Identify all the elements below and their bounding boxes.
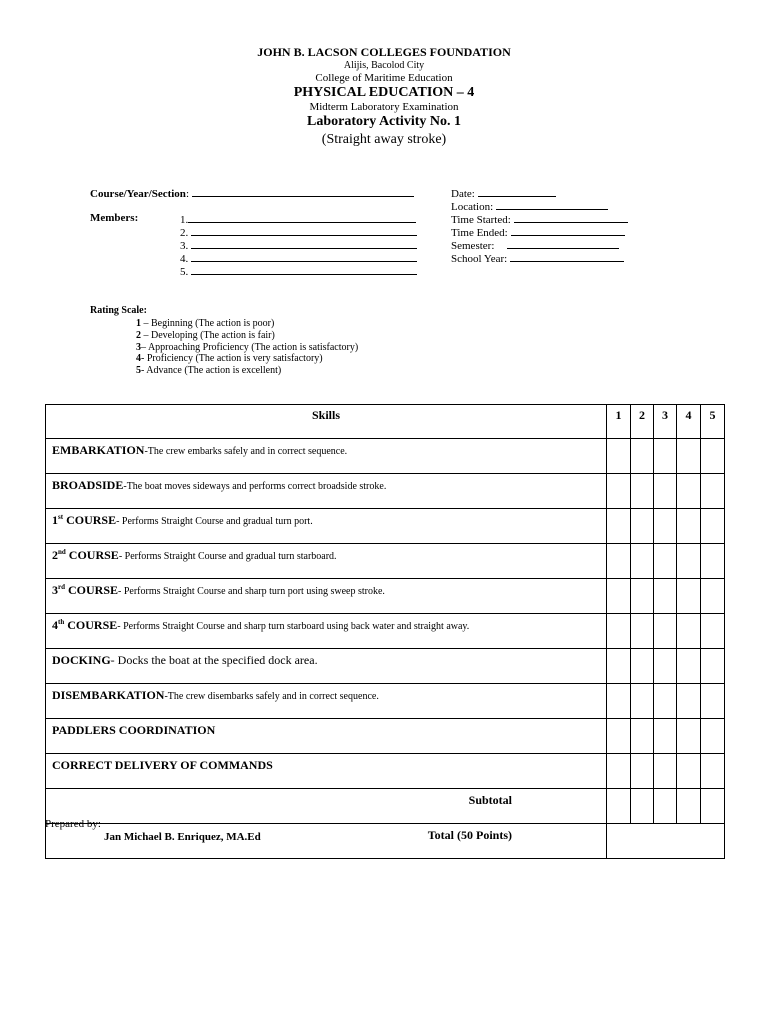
rating-item: 5- Advance (The action is excellent) <box>136 365 282 376</box>
member-blank[interactable] <box>188 212 416 223</box>
score-cell[interactable] <box>654 789 677 824</box>
score-cell[interactable] <box>654 474 677 509</box>
score-cell[interactable] <box>631 754 654 789</box>
table-row <box>46 579 725 614</box>
member-blank[interactable] <box>191 225 417 236</box>
skill-cell: DOCKING- Docks the boat at the specified dock area. <box>46 649 607 684</box>
score-header: 3 <box>654 405 677 439</box>
score-cell[interactable] <box>607 579 631 614</box>
table-row <box>46 474 725 509</box>
score-cell[interactable] <box>701 474 725 509</box>
table-row <box>46 649 725 684</box>
skill-cell: EMBARKATION-The crew embarks safely and in correct sequence. <box>46 439 607 474</box>
course-blank[interactable] <box>192 186 414 197</box>
score-cell[interactable] <box>607 614 631 649</box>
score-cell[interactable] <box>677 439 701 474</box>
score-cell[interactable] <box>654 579 677 614</box>
score-cell[interactable] <box>631 579 654 614</box>
member-line <box>180 212 416 226</box>
score-cell[interactable] <box>607 789 631 824</box>
skill-cell: PADDLERS COORDINATION <box>46 719 607 754</box>
table-row <box>46 544 725 579</box>
table-row <box>46 439 725 474</box>
score-cell[interactable] <box>701 579 725 614</box>
score-header: 5 <box>701 405 725 439</box>
time-started-blank[interactable] <box>514 212 628 223</box>
time-ended-field: Time Ended: <box>451 225 625 239</box>
score-cell[interactable] <box>677 649 701 684</box>
score-cell[interactable] <box>631 649 654 684</box>
score-cell[interactable] <box>701 684 725 719</box>
score-cell[interactable] <box>677 684 701 719</box>
table-row <box>46 719 725 754</box>
member-number: 1. <box>180 214 189 226</box>
course-field: Course/Year/Section: <box>90 186 414 200</box>
score-cell[interactable] <box>654 684 677 719</box>
skill-cell: DISEMBARKATION-The crew disembarks safely and in correct sequence. <box>46 684 607 719</box>
score-cell[interactable] <box>701 754 725 789</box>
score-cell[interactable] <box>677 509 701 544</box>
score-cell[interactable] <box>654 614 677 649</box>
score-cell[interactable] <box>677 719 701 754</box>
college-name: College of Maritime Education <box>315 72 453 84</box>
score-cell[interactable] <box>677 789 701 824</box>
total-label: Total (50 Points) <box>46 824 607 859</box>
score-header: 1 <box>607 405 631 439</box>
rating-scale-label: Rating Scale: <box>90 305 147 316</box>
score-cell[interactable] <box>701 544 725 579</box>
score-cell[interactable] <box>607 754 631 789</box>
skill-cell: CORRECT DELIVERY OF COMMANDS <box>46 754 607 789</box>
rating-item: 3– Approaching Proficiency (The action is satisfactory) <box>136 342 359 353</box>
date-field: Date: <box>451 186 556 200</box>
time-started-field: Time Started: <box>451 212 628 226</box>
total-cell[interactable] <box>607 824 725 859</box>
score-cell[interactable] <box>631 614 654 649</box>
skill-cell: 3rd COURSE- Performs Straight Course and sharp turn port using sweep stroke. <box>46 579 607 614</box>
member-line <box>180 225 417 239</box>
table-row <box>46 614 725 649</box>
rating-item: 1 – Beginning (The action is poor) <box>136 318 275 329</box>
skill-cell: 4th COURSE- Performs Straight Course and sharp turn starboard using back water and straight away. <box>46 614 607 649</box>
score-cell[interactable] <box>701 509 725 544</box>
skill-cell: 1st COURSE- Performs Straight Course and gradual turn port. <box>46 509 607 544</box>
table-header-row <box>46 405 725 439</box>
rating-table <box>45 404 725 859</box>
score-cell[interactable] <box>631 719 654 754</box>
score-cell[interactable] <box>654 754 677 789</box>
score-cell[interactable] <box>701 719 725 754</box>
score-cell[interactable] <box>607 649 631 684</box>
score-cell[interactable] <box>607 719 631 754</box>
semester-blank[interactable] <box>507 238 619 249</box>
score-cell[interactable] <box>654 509 677 544</box>
skills-header: Skills <box>46 405 607 439</box>
preparer-name: Jan Michael B. Enriquez, MA.Ed <box>104 831 261 843</box>
score-cell[interactable] <box>677 614 701 649</box>
score-cell[interactable] <box>677 544 701 579</box>
table-row <box>46 754 725 789</box>
member-line <box>180 264 417 278</box>
score-cell[interactable] <box>701 649 725 684</box>
exam-title: Midterm Laboratory Examination <box>309 101 459 113</box>
score-cell[interactable] <box>607 474 631 509</box>
score-cell[interactable] <box>677 579 701 614</box>
activity-subtitle: (Straight away stroke) <box>321 132 447 147</box>
score-header: 2 <box>631 405 654 439</box>
score-cell[interactable] <box>607 439 631 474</box>
subtotal-label: Subtotal <box>46 789 607 824</box>
member-blank[interactable] <box>191 251 417 262</box>
table-row <box>46 509 725 544</box>
school-year-blank[interactable] <box>510 251 624 262</box>
member-line <box>180 251 417 265</box>
time-ended-blank[interactable] <box>511 225 625 236</box>
activity-title: Laboratory Activity No. 1 <box>307 114 461 129</box>
location-field: Location: <box>451 199 608 213</box>
prepared-by-label: Prepared by: <box>45 818 101 830</box>
score-cell[interactable] <box>631 789 654 824</box>
members-label: Members: <box>90 212 139 224</box>
member-number: 2. <box>180 227 189 239</box>
member-blank[interactable] <box>191 238 417 249</box>
table-row <box>46 684 725 719</box>
score-cell[interactable] <box>607 509 631 544</box>
rating-item: 4- Proficiency (The action is very satisfactory) <box>136 353 323 364</box>
score-cell[interactable] <box>654 649 677 684</box>
score-cell[interactable] <box>677 474 701 509</box>
score-cell[interactable] <box>677 754 701 789</box>
score-cell[interactable] <box>607 684 631 719</box>
semester-field: Semester: <box>451 238 619 252</box>
score-cell[interactable] <box>631 439 654 474</box>
member-blank[interactable] <box>191 264 417 275</box>
score-cell[interactable] <box>654 439 677 474</box>
school-year-field: School Year: <box>451 251 624 265</box>
score-cell[interactable] <box>607 544 631 579</box>
course-label: Course/Year/Section <box>90 188 186 200</box>
skill-cell: BROADSIDE-The boat moves sideways and performs correct broadside stroke. <box>46 474 607 509</box>
score-cell[interactable] <box>701 789 725 824</box>
score-cell[interactable] <box>631 509 654 544</box>
member-line <box>180 238 417 252</box>
institution-address: Alijis, Bacolod City <box>343 60 425 71</box>
location-blank[interactable] <box>496 199 608 210</box>
score-cell[interactable] <box>701 614 725 649</box>
score-cell[interactable] <box>701 439 725 474</box>
skill-cell: 2nd COURSE- Performs Straight Course and gradual turn starboard. <box>46 544 607 579</box>
subject-title: PHYSICAL EDUCATION – 4 <box>293 85 475 100</box>
institution-name: JOHN B. LACSON COLLEGES FOUNDATION <box>257 45 511 59</box>
date-blank[interactable] <box>478 186 556 197</box>
subtotal-row <box>46 789 725 824</box>
member-number: 3. <box>180 240 189 252</box>
member-number: 4. <box>180 253 189 265</box>
score-header: 4 <box>677 405 701 439</box>
score-cell[interactable] <box>631 684 654 719</box>
score-cell[interactable] <box>631 544 654 579</box>
member-number: 5. <box>180 266 189 278</box>
rating-item: 2 – Developing (The action is fair) <box>136 330 275 341</box>
score-cell[interactable] <box>631 474 654 509</box>
score-cell[interactable] <box>654 544 677 579</box>
score-cell[interactable] <box>654 719 677 754</box>
